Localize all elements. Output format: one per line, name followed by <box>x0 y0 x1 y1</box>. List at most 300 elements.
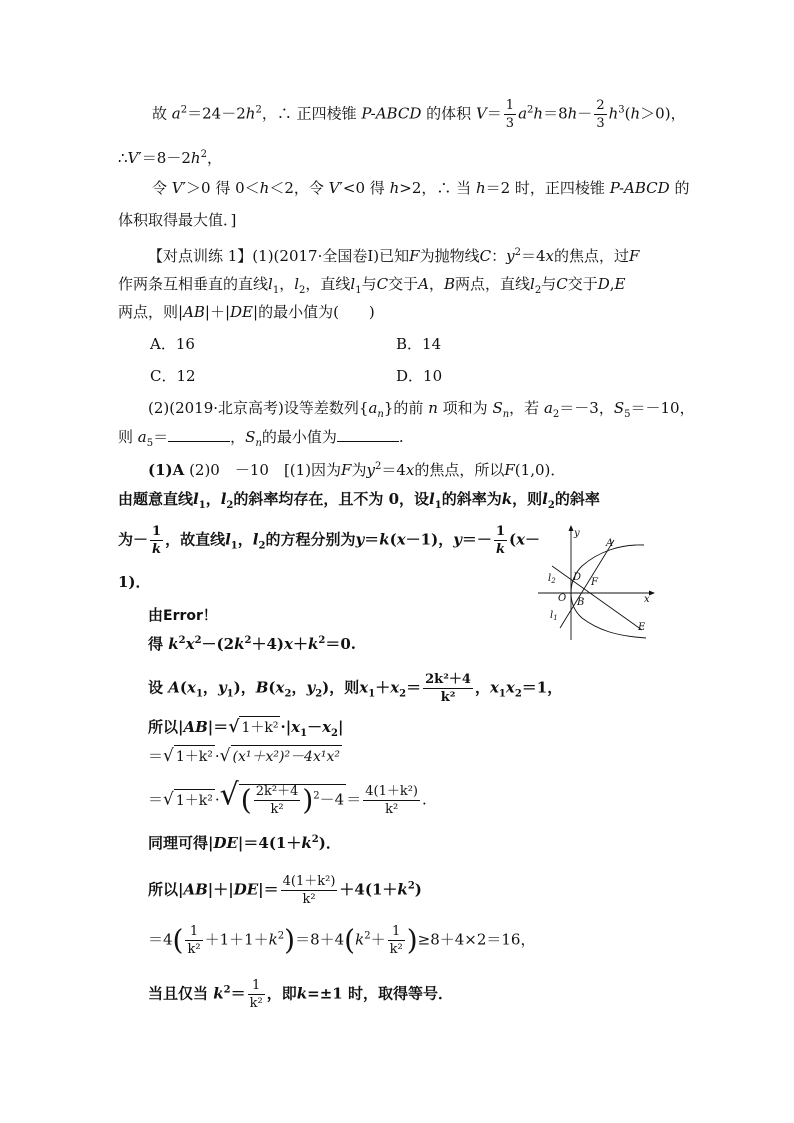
text: － <box>307 718 323 736</box>
fraction <box>248 979 265 1010</box>
math-var: S <box>613 399 625 417</box>
math-var: k <box>296 984 308 1003</box>
math-var: E <box>614 275 626 293</box>
text: ＝ <box>406 678 422 697</box>
text-line-4 <box>118 209 236 231</box>
fraction <box>254 785 301 816</box>
math-sup: 2 <box>374 461 382 472</box>
frac-den: k² <box>440 690 456 705</box>
text: ＝ <box>346 790 362 809</box>
text: ＝ <box>486 104 502 123</box>
radical-sign: √ <box>219 746 231 766</box>
fraction <box>185 925 202 956</box>
paren: ) <box>284 923 296 957</box>
fraction <box>423 673 473 704</box>
math-var: A <box>418 275 429 293</box>
text: . <box>398 428 404 446</box>
text-line-20 <box>148 745 342 768</box>
math-sub: 2 <box>552 409 560 420</box>
math-sub: 1 <box>195 688 203 700</box>
parabola-figure <box>536 522 662 642</box>
text: ＝－ <box>461 530 492 549</box>
math-var: x <box>185 635 195 653</box>
text: ＋4(1＋ <box>339 880 398 899</box>
text: 的斜率 <box>554 490 600 508</box>
text: ( <box>508 530 517 549</box>
math-sub: n <box>255 438 262 449</box>
text: ＜2，令 <box>269 179 324 197</box>
paren: ) <box>406 923 418 957</box>
math-var: k <box>355 930 365 949</box>
math-var: V <box>328 179 340 197</box>
text: 为抛物线 <box>419 247 480 265</box>
math-sub: 1 <box>272 285 280 296</box>
label-a: A <box>606 538 614 549</box>
big-radicand <box>239 784 346 816</box>
text: ＝ <box>153 428 169 446</box>
option-d <box>396 365 442 387</box>
math-sup: 2 <box>178 635 186 646</box>
label-l1 <box>550 610 558 622</box>
label-l1-sub: 1 <box>553 614 558 622</box>
text: |＋| <box>204 303 231 321</box>
text: ·| <box>280 718 292 736</box>
math-var: k <box>501 490 513 508</box>
math-var: C <box>376 275 389 293</box>
math-sub: 1 <box>300 728 308 739</box>
math-var: D <box>597 275 610 293</box>
text: ＝4 <box>381 461 406 479</box>
text-line-18 <box>148 673 562 704</box>
math-var: l <box>268 275 273 293</box>
math-var: V <box>171 179 183 197</box>
text-line-15 <box>118 571 151 593</box>
math-sub: 2 <box>299 285 306 296</box>
text-line-11 <box>118 426 404 448</box>
paren: ( <box>344 923 356 957</box>
text: 与 <box>541 275 557 293</box>
frac-num: 1 <box>185 925 202 941</box>
frac-den: k² <box>270 802 284 817</box>
math-var: h <box>245 104 256 123</box>
text: 的 <box>674 179 690 197</box>
math-var: y <box>217 678 227 697</box>
text: ) <box>414 880 422 899</box>
math-var: h <box>533 104 544 123</box>
math-var: S <box>245 428 256 446</box>
math-var: x <box>275 678 285 697</box>
math-sub: 2 <box>315 688 323 700</box>
math-var: F <box>628 247 640 265</box>
math-var: F <box>341 461 352 479</box>
math-sub: 5 <box>146 438 154 449</box>
math-sup: 2 <box>318 635 326 646</box>
text: , <box>609 275 615 293</box>
math-var: h <box>389 179 400 197</box>
text: ， <box>291 678 307 697</box>
math-var: h <box>475 179 486 197</box>
text: |＋| <box>207 880 234 899</box>
math-var: l <box>350 275 356 293</box>
text: ( <box>268 678 276 697</box>
text: ，即 <box>266 984 297 1003</box>
math-var: AB <box>183 880 208 899</box>
answer-blank <box>168 427 230 442</box>
option-c <box>150 365 196 387</box>
text: ＝0. <box>325 635 357 653</box>
text-line-7 <box>118 301 375 323</box>
text: >2，∴ 当 <box>399 179 472 197</box>
x-axis-arrow <box>649 591 655 596</box>
math-sub: 1 <box>230 540 238 552</box>
text: |＝4(1＋ <box>237 834 302 852</box>
text: ： <box>491 247 507 265</box>
text: |＝ <box>258 880 279 899</box>
math-var: AB <box>183 718 208 736</box>
text: ＝1， <box>521 678 563 697</box>
math-sub: 5 <box>624 409 631 420</box>
text: ＝－10， <box>630 399 695 417</box>
radical-sign: √ <box>163 789 174 810</box>
fraction <box>504 99 516 130</box>
text: －(2 <box>201 635 235 653</box>
frac-den: k <box>152 542 162 557</box>
math-var: k <box>307 635 319 653</box>
line-l1 <box>560 540 614 628</box>
answer-choice: (1)A <box>148 461 185 479</box>
text: ＝2 时，正四棱锥 <box>485 179 605 197</box>
text-line-23 <box>148 875 422 906</box>
text: | <box>338 718 344 736</box>
text: 体积取得最大值．] <box>118 211 237 229</box>
text: 同理可得| <box>148 834 214 852</box>
text: ＋ <box>370 930 386 949</box>
text: ， <box>237 530 253 549</box>
frac-den: k² <box>187 942 201 957</box>
math-sup: 2 <box>200 149 207 160</box>
text-line-6 <box>118 273 626 295</box>
text-line-25 <box>148 979 453 1010</box>
text: 的斜率均存在，且不为 0，设 <box>233 490 430 508</box>
math-sup: 2 <box>244 635 252 646</box>
text: ＋1＋1＋ <box>204 930 269 949</box>
text: －1)， <box>405 530 454 549</box>
math-var: h <box>190 149 201 167</box>
label-x: x <box>644 594 650 605</box>
math-var: a <box>171 104 181 123</box>
math-sup: 2 <box>277 930 285 942</box>
text: 令 <box>152 179 168 197</box>
math-sup: 3 <box>618 104 625 116</box>
option-a <box>150 333 195 355</box>
text-line-24 <box>148 925 535 956</box>
math-var: l <box>252 530 259 549</box>
math-var: l <box>225 530 231 549</box>
text: ( <box>624 104 631 123</box>
radicand: (x¹＋x²)²－4x¹x² <box>231 745 342 768</box>
text: }的前 <box>383 399 424 417</box>
math-var: y <box>366 461 375 479</box>
math-var: k <box>213 984 224 1003</box>
text: ， <box>206 149 222 167</box>
fraction <box>494 525 507 556</box>
math-sup: 2 <box>223 984 231 996</box>
text: ， <box>205 490 221 508</box>
text: ＋ <box>292 635 308 653</box>
text: ＝4 <box>520 247 546 265</box>
text: 两点，则| <box>118 303 184 321</box>
text: ， <box>279 275 295 293</box>
text: )，则 <box>322 678 360 697</box>
math-sup: 2 <box>407 880 415 892</box>
text: ＝－3， <box>559 399 614 417</box>
math-sub: 1 <box>498 688 506 700</box>
text: 故 <box>152 104 168 123</box>
text: ，则 <box>512 490 543 508</box>
math-sub: 1 <box>355 285 362 296</box>
paren: ) <box>302 783 314 817</box>
fraction <box>150 525 163 556</box>
frac-num: 4(1＋k²) <box>365 784 419 799</box>
math-var: l <box>429 490 435 508</box>
text: 交于 <box>567 275 598 293</box>
frac-num: 1 <box>505 98 515 113</box>
math-var: x <box>396 530 406 549</box>
frac-den: 3 <box>505 116 515 131</box>
paren: ( <box>240 783 252 817</box>
math-var: x <box>359 678 369 697</box>
math-var: h <box>630 104 641 123</box>
math-var: AB <box>183 303 205 321</box>
math-var: DE <box>230 303 254 321</box>
math-sup: 2 <box>180 104 188 116</box>
text: ，∴ 正四棱锥 <box>261 104 357 123</box>
text: )． <box>318 834 341 852</box>
text: ，直线 <box>305 275 351 293</box>
text-line-19 <box>148 716 343 739</box>
math-var: x <box>284 635 293 653</box>
math-sub: n <box>377 409 384 420</box>
text: ′＞0 得 0＜ <box>182 179 260 197</box>
radicand: 1＋k² <box>174 789 215 812</box>
fraction <box>388 925 405 956</box>
math-var: a <box>368 399 378 417</box>
math-sup: 2 <box>527 104 534 116</box>
math-sub: 2 <box>226 500 234 511</box>
text-line-10 <box>148 397 695 419</box>
text: ≥8＋4×2＝16， <box>417 930 536 949</box>
label-f: F <box>591 577 598 588</box>
math-var: C <box>556 275 568 293</box>
error-text: Error！ <box>163 608 217 624</box>
math-sub: 2 <box>547 500 555 511</box>
text-line-14 <box>118 525 540 556</box>
text: ， <box>474 678 490 697</box>
paren: ( <box>172 923 184 957</box>
math-sub: 1 <box>198 500 206 511</box>
math-sub: 1 <box>368 688 376 700</box>
math-var: l <box>220 490 227 508</box>
text: ＝8 <box>543 104 568 123</box>
text: 由 <box>148 606 164 624</box>
label-d: D <box>573 572 582 583</box>
fraction <box>363 785 420 816</box>
math-var: y <box>453 530 462 549</box>
frac-num: 2 <box>596 98 605 113</box>
math-var: x <box>505 678 515 697</box>
text-line-5 <box>148 245 639 267</box>
text: － <box>577 104 593 123</box>
radical-sign: √ <box>163 746 174 766</box>
text: ＝4 <box>148 930 173 949</box>
text: (2)0 －10 [(1)因为 <box>189 461 342 479</box>
math-var: x <box>545 247 554 265</box>
text: D．10 <box>396 367 443 385</box>
math-var: P-ABCD <box>361 104 422 123</box>
math-var: k <box>168 635 179 653</box>
text: 由题意直线 <box>118 490 194 508</box>
math-var: P-ABCD <box>609 179 670 197</box>
math-var: A <box>168 678 180 697</box>
math-var: x <box>489 678 499 697</box>
text: )， <box>233 678 256 697</box>
math-var: k <box>379 530 390 549</box>
radical-sign: √ <box>219 777 239 813</box>
math-sub: 1 <box>226 688 234 700</box>
text: B．14 <box>396 335 442 353</box>
frac-num: 1 <box>495 524 505 539</box>
text: 的最小值为 <box>261 428 337 446</box>
math-var: y <box>306 678 316 697</box>
radical-sign: √ <box>228 717 240 737</box>
math-var: l <box>542 490 548 508</box>
text: · <box>214 790 220 809</box>
fraction <box>594 99 606 130</box>
math-var: V <box>127 149 139 167</box>
text: ＋4) <box>251 635 285 653</box>
math-sub: n <box>502 409 510 420</box>
text: 则 <box>118 428 134 446</box>
math-var: y <box>506 247 515 265</box>
frac-den: 3 <box>596 116 605 131</box>
text: － <box>525 530 541 549</box>
math-var: h <box>567 104 578 123</box>
math-var: x <box>405 461 415 479</box>
math-sub: 2 <box>331 728 339 739</box>
text: 当且仅当 <box>148 984 209 1003</box>
math-sup: 2 <box>194 635 202 646</box>
frac-den: k² <box>302 892 316 907</box>
label-l1-main: l <box>550 610 554 621</box>
math-var: k <box>234 635 245 653</box>
text-line-1 <box>152 99 686 130</box>
text-line-2 <box>118 147 222 169</box>
text: ＋ <box>375 678 391 697</box>
math-sub: 1 <box>434 500 442 511</box>
math-var: DE <box>213 834 238 852</box>
text: ＞0)， <box>640 104 686 123</box>
text: C．12 <box>150 367 196 385</box>
text: 设 <box>148 678 164 697</box>
text: 所以| <box>148 880 184 899</box>
math-var: DE <box>233 880 259 899</box>
text: ， <box>428 275 444 293</box>
option-b <box>396 333 441 355</box>
text: ，若 <box>509 399 540 417</box>
text: 的斜率为 <box>441 490 502 508</box>
text: 交于 <box>388 275 419 293</box>
answer-line <box>148 459 565 481</box>
frac-num: 2k²＋4 <box>255 784 299 799</box>
frac-num: 4(1＋k²) <box>282 874 336 889</box>
text: 为 <box>351 461 367 479</box>
label-y: y <box>574 528 580 539</box>
frac-num: 1 <box>152 524 162 539</box>
label-o: O <box>558 593 567 604</box>
math-sub: 2 <box>534 285 542 296</box>
text: · <box>214 747 220 765</box>
text: 项和为 <box>442 399 488 417</box>
math-var: x <box>516 530 526 549</box>
math-var: k <box>268 930 278 949</box>
math-sub: 2 <box>258 540 266 552</box>
math-var: k <box>397 880 408 899</box>
text: 的体积 <box>426 104 472 123</box>
text: (1,0)． <box>514 461 566 479</box>
answer-blank <box>337 427 399 442</box>
frac-num: 1 <box>388 925 405 941</box>
math-var: l <box>193 490 199 508</box>
math-sub: 2 <box>399 688 407 700</box>
text: ′<0 得 <box>339 179 385 197</box>
text: －4 <box>319 790 345 809</box>
text: ＝ <box>148 747 164 765</box>
math-sup: 2 <box>364 930 371 942</box>
math-var: y <box>355 530 365 549</box>
math-var: x <box>322 718 332 736</box>
text: 与 <box>361 275 377 293</box>
text: ， <box>202 678 218 697</box>
text: 的方程分别为 <box>265 530 356 549</box>
label-b: B <box>577 597 585 608</box>
text: ＝ <box>230 984 246 1003</box>
text: ( <box>389 530 397 549</box>
math-var: n <box>428 399 438 417</box>
text: ， <box>230 428 246 446</box>
math-var: a <box>137 428 147 446</box>
text-line-21 <box>148 777 427 817</box>
math-var: h <box>259 179 270 197</box>
text: ＝8＋4 <box>295 930 345 949</box>
math-var: B <box>443 275 456 293</box>
math-var: l <box>530 275 535 293</box>
math-var: S <box>492 399 503 417</box>
text: ′＝8－2 <box>138 149 191 167</box>
text: 的焦点，过 <box>553 247 629 265</box>
text: ＝ <box>364 530 380 549</box>
math-sup: 2 <box>255 104 262 116</box>
fraction <box>281 875 338 906</box>
math-sup: 2 <box>311 834 319 845</box>
math-var: x <box>390 678 400 697</box>
text: 1)． <box>118 573 151 591</box>
text: =±1 时，取得等号． <box>307 984 453 1003</box>
math-var: k <box>301 834 312 852</box>
y-axis-arrow <box>569 525 574 531</box>
label-l2 <box>548 573 556 585</box>
text: ∴ <box>118 149 128 167</box>
text: 所以| <box>148 718 184 736</box>
